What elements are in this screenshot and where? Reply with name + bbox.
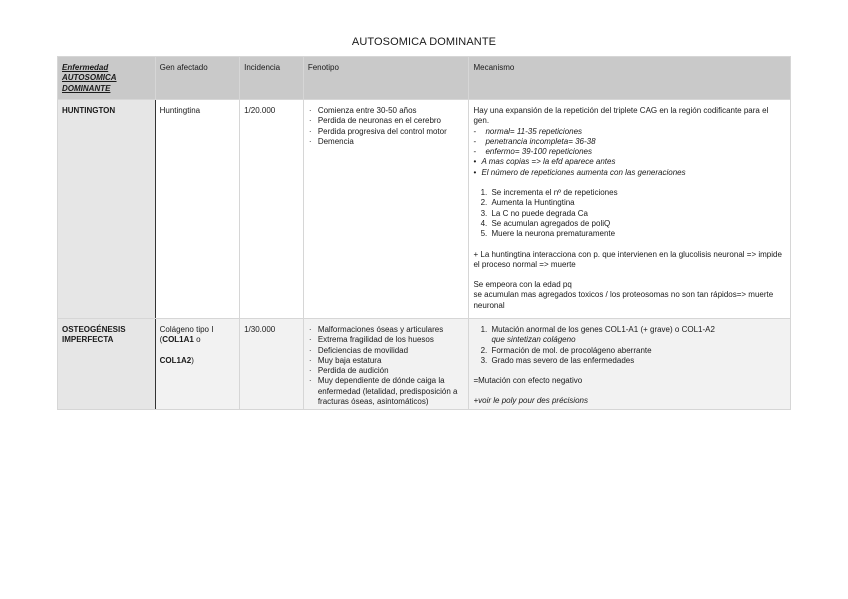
gene-col1a2: COL1A2 [159, 355, 192, 365]
gen-huntington: Huntingtina [155, 100, 239, 319]
disease-name-line1: OSTEOGÉNESIS [62, 325, 126, 334]
list-item: 2. Formación de mol. de procolágeno aberrante [489, 346, 786, 356]
disease-name-line2: IMPERFECTA [62, 335, 114, 345]
list-item: 1. Se incrementa el nº de repeticiones [489, 188, 786, 198]
fenotipo-list [308, 106, 465, 147]
disease-name-huntington: HUNTINGTON [58, 100, 156, 319]
gen-line3: COL1A2) [159, 355, 194, 365]
table-row-osteogenesis [58, 319, 791, 410]
list-item: 2. Aumenta la Huntingtina [489, 198, 786, 208]
list-item: • El número de repeticiones aumenta con las generaciones [473, 168, 786, 178]
gen-line2: (COL1A1 o [159, 335, 201, 345]
list-item: · Deficiencias de movilidad [318, 346, 465, 356]
mec-intro: Hay una expansión de la repetición del triplete CAG en la región codificante para el gen. [473, 106, 769, 126]
list-item: - penetrancia incompleta= 36-38 [473, 137, 786, 147]
mecanismo-huntington [469, 100, 791, 319]
mec-glycolysis: + La huntingtina interacciona con p. que intervienen en la glucolisis neuronal => impide el proceso normal => muerte [473, 249, 782, 269]
mec-voir-poly: +voir le poly pour des précisions [473, 396, 588, 406]
list-item: 1. Mutación anormal de los genes COL1-A1 (+ grave) o COL1-A2 que sintetizan colágeno [489, 325, 786, 346]
mec-age-line1: Se empeora con la edad pq [473, 280, 572, 290]
header-mecanismo: Mecanismo [469, 57, 791, 100]
disease-table [57, 56, 791, 410]
list-item: 3. Grado mas severo de las enfermedades [489, 356, 786, 366]
gen-osteogenesis [155, 319, 239, 410]
list-item: · Muy dependiente de dónde caiga la enfermedad (letalidad, predisposición a fracturas óseas, asintomáticos) [318, 376, 465, 407]
list-item: - enfermo= 39-100 repeticiones [473, 147, 786, 157]
list-item: · Demencia [318, 137, 465, 147]
gen-line1: Colágeno tipo I [159, 325, 214, 334]
header-enfermedad-line3: DOMINANTE [62, 83, 111, 93]
mechanism-steps-list [473, 188, 786, 239]
repeat-ranges-list [473, 127, 786, 158]
disease-name-osteogenesis [58, 319, 156, 410]
mec-age-line2: se acumulan mas agregados toxicos / los proteosomas no son tan rápidos=> muerte neuronal [473, 290, 774, 310]
incidencia-huntington: 1/20.000 [240, 100, 304, 319]
header-fenotipo: Fenotipo [303, 57, 469, 100]
list-item: · Perdida progresiva del control motor [318, 127, 465, 137]
list-item: · Comienza entre 30-50 años [318, 106, 465, 116]
mec-negative-effect: =Mutación con efecto negativo [473, 376, 583, 386]
mecanismo-osteogenesis [469, 319, 791, 410]
mechanism-steps-list [473, 325, 786, 366]
header-incidencia: Incidencia [240, 57, 304, 100]
header-gen: Gen afectado [155, 57, 239, 100]
incidencia-osteogenesis: 1/30.000 [240, 319, 304, 410]
table-header-row [58, 57, 791, 100]
header-enfermedad-line2: AUTOSOMICA [62, 73, 117, 83]
list-item: · Extrema fragilidad de los huesos [318, 335, 465, 345]
list-item: · Perdida de audición [318, 366, 465, 376]
fenotipo-huntington [303, 100, 469, 319]
list-item: • A mas copias => la efd aparece antes [473, 157, 786, 167]
list-item: 4. Se acumulan agregados de poliQ [489, 219, 786, 229]
list-item: - normal= 11-35 repeticiones [473, 127, 786, 137]
header-enfermedad-line1: Enfermedad [62, 63, 109, 72]
gene-col1a1: COL1A1 [162, 335, 194, 345]
list-item: · Muy baja estatura [318, 356, 465, 366]
list-item: 5. Muere la neurona prematuramente [489, 229, 786, 239]
list-item: · Perdida de neuronas en el cerebro [318, 116, 465, 126]
fenotipo-osteogenesis [303, 319, 469, 410]
list-item: 3. La C no puede degrada Ca [489, 209, 786, 219]
list-item: · Malformaciones óseas y articulares [318, 325, 465, 335]
anticipation-list [473, 157, 786, 178]
page-title: AUTOSOMICA DOMINANTE [351, 36, 497, 48]
fenotipo-list [308, 325, 465, 407]
table-row-huntington [58, 100, 791, 319]
header-enfermedad [58, 57, 156, 100]
